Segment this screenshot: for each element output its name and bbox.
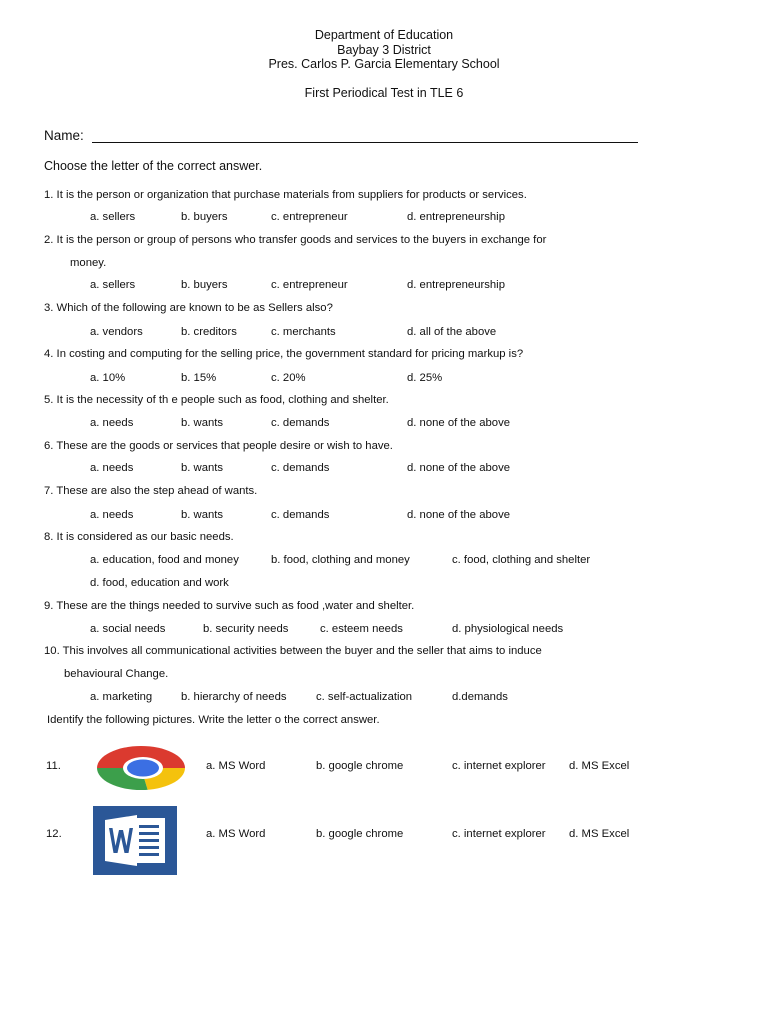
- option-b: b. hierarchy of needs: [181, 691, 287, 703]
- question-12-number: 12.: [46, 828, 62, 840]
- question-2: 2. It is the person or group of persons who transfer goods and services to the buyers in exchange for: [44, 234, 547, 246]
- option-d: d. entrepreneurship: [407, 279, 505, 291]
- option-d: d. none of the above: [407, 509, 511, 521]
- option-b: b. 15%: [181, 372, 217, 384]
- question-8: 8. It is considered as our basic needs.: [44, 531, 234, 543]
- option-c: c. demands: [271, 417, 330, 429]
- option-a: a. sellers: [90, 211, 136, 223]
- question-10-continued: behavioural Change.: [64, 668, 169, 680]
- option-d: d. all of the above: [407, 326, 497, 338]
- option-d: d. none of the above: [407, 417, 511, 429]
- option-c: c. merchants: [271, 326, 336, 338]
- instruction-text: Choose the letter of the correct answer.: [44, 159, 263, 173]
- document-header: [0, 28, 768, 72]
- school-name: Pres. Carlos P. Garcia Elementary School: [268, 57, 500, 71]
- option-d: d. MS Excel: [569, 760, 630, 772]
- option-c: c. demands: [271, 509, 330, 521]
- ms-word-icon: [93, 806, 177, 875]
- option-c: c. food, clothing and shelter: [452, 554, 591, 566]
- option-d: d. 25%: [407, 372, 443, 384]
- option-a: a. education, food and money: [90, 554, 239, 566]
- option-c: c. demands: [271, 462, 330, 474]
- option-a: a. marketing: [90, 691, 153, 703]
- option-b: b. google chrome: [316, 828, 404, 840]
- option-d: d. MS Excel: [569, 828, 630, 840]
- option-d: d. food, education and work: [90, 577, 229, 589]
- option-b: b. food, clothing and money: [271, 554, 410, 566]
- option-a: a. 10%: [90, 372, 126, 384]
- question-7: 7. These are also the step ahead of wants.: [44, 485, 258, 497]
- option-d: d. entrepreneurship: [407, 211, 505, 223]
- option-a: a. sellers: [90, 279, 136, 291]
- option-b: b. security needs: [203, 623, 289, 635]
- option-b: b. google chrome: [316, 760, 404, 772]
- question-10: 10. This involves all communicational activities between the buyer and the seller that aims to induce: [44, 645, 542, 657]
- option-c: c. internet explorer: [452, 828, 546, 840]
- question-11-number: 11.: [46, 760, 61, 772]
- option-c: c. self-actualization: [316, 691, 413, 703]
- option-c: c. entrepreneur: [271, 211, 348, 223]
- option-a: a. vendors: [90, 326, 143, 338]
- department-name: Department of Education: [314, 28, 454, 42]
- question-5: 5. It is the necessity of th e people such as food, clothing and shelter.: [44, 394, 389, 406]
- question-9: 9. These are the things needed to survive such as food ,water and shelter.: [44, 600, 415, 612]
- identify-instruction: Identify the following pictures. Write the letter o the correct answer.: [47, 714, 380, 726]
- name-field-row: [44, 128, 638, 144]
- option-c: c. 20%: [271, 372, 306, 384]
- question-6: 6. These are the goods or services that people desire or wish to have.: [44, 440, 393, 452]
- option-a: a. needs: [90, 509, 134, 521]
- question-4: 4. In costing and computing for the selling price, the government standard for pricing markup is?: [44, 348, 524, 360]
- question-3: 3. Which of the following are known to be as Sellers also?: [44, 302, 333, 314]
- question-2-continued: money.: [70, 257, 107, 269]
- option-a: a. MS Word: [206, 828, 266, 840]
- option-a: a. needs: [90, 462, 134, 474]
- option-b: b. buyers: [181, 211, 228, 223]
- option-b: b. wants: [181, 509, 224, 521]
- option-a: a. MS Word: [206, 760, 266, 772]
- question-1: 1. It is the person or organization that purchase materials from suppliers for products or services.: [44, 189, 527, 201]
- google-chrome-icon: [96, 745, 186, 791]
- option-d: d. none of the above: [407, 462, 511, 474]
- option-a: a. needs: [90, 417, 134, 429]
- option-b: b. wants: [181, 417, 224, 429]
- name-label: Name:: [44, 128, 84, 143]
- option-c: c. internet explorer: [452, 760, 546, 772]
- option-c: c. entrepreneur: [271, 279, 348, 291]
- option-d: d.demands: [452, 691, 508, 703]
- option-a: a. social needs: [90, 623, 166, 635]
- option-b: b. wants: [181, 462, 224, 474]
- option-b: b. creditors: [181, 326, 237, 338]
- name-write-line[interactable]: [92, 142, 638, 143]
- option-b: b. buyers: [181, 279, 228, 291]
- district-name: Baybay 3 District: [337, 42, 431, 57]
- option-d: d. physiological needs: [452, 623, 564, 635]
- option-c: c. esteem needs: [320, 623, 403, 635]
- test-title: First Periodical Test in TLE 6: [304, 86, 464, 100]
